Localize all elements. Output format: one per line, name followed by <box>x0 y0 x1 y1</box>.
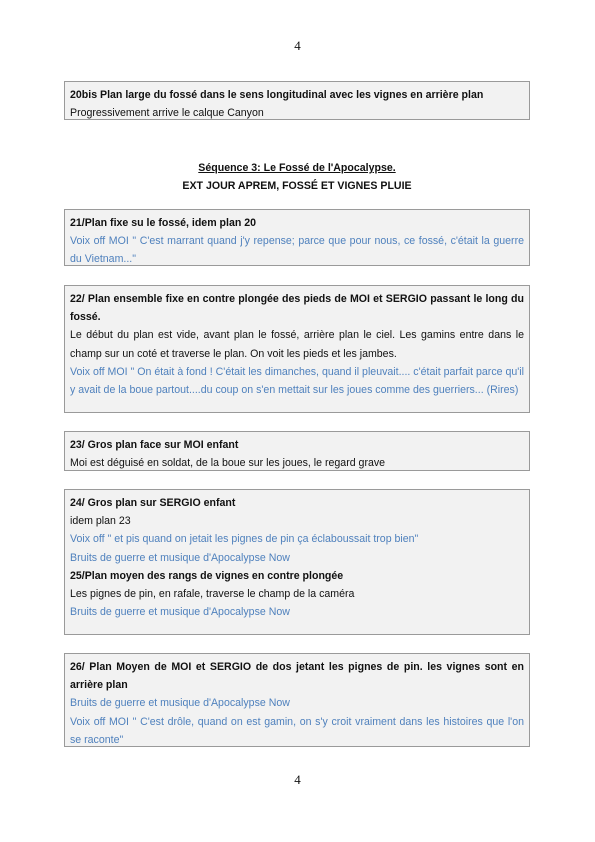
shot-block-26 <box>64 653 530 747</box>
shot-description: Le début du plan est vide, avant plan le fossé, arrière plan le ciel. Les gamins entre dans le champ sur un coté et traverse le plan. On voit les pieds et les jambes. <box>70 329 524 360</box>
shot-heading: 24/ Gros plan sur SERGIO enfant <box>70 497 236 509</box>
shot-heading: 26/ Plan Moyen de MOI et SERGIO de dos jetant les pignes de pin. les vignes sont en arrière plan <box>70 661 524 692</box>
shot-heading: 20bis Plan large du fossé dans le sens longitudinal avec les vignes en arrière plan <box>70 89 484 101</box>
voice-over-text: Voix off MOI " On était à fond ! C'était les dimanches, quand il pleuvait.... c'était parfait parce qu'il y avait de la boue partout....du coup on s'en mettait sur les joues comme des guerriers... (Rires) <box>70 365 524 397</box>
sequence-title: Séquence 3: Le Fossé de l'Apocalypse. <box>198 162 396 174</box>
shot-description: Progressivement arrive le calque Canyon <box>70 107 264 120</box>
shot-block-22 <box>64 285 530 413</box>
sound-note: Bruits de guerre et musique d'Apocalypse Now <box>70 697 290 710</box>
sequence-heading <box>64 159 530 195</box>
shot-block-24-25 <box>64 489 530 635</box>
sound-note: Bruits de guerre et musique d'Apocalypse Now <box>70 606 290 619</box>
page-number-bottom: 4 <box>294 772 301 787</box>
shot-heading: 23/ Gros plan face sur MOI enfant <box>70 439 239 451</box>
shot-block-20bis <box>64 81 530 120</box>
voice-over-text: Voix off MOI " C'est drôle, quand on est gamin, on s'y croit vraiment dans les histoires que l'on se raconte" <box>70 715 524 746</box>
shot-description: Moi est déguisé en soldat, de la boue sur les joues, le regard grave <box>70 457 386 470</box>
shot-heading: 21/Plan fixe su le fossé, idem plan 20 <box>70 217 257 229</box>
shot-heading: 25/Plan moyen des rangs de vignes en contre plongée <box>70 569 344 582</box>
sequence-subtitle: EXT JOUR APREM, FOSSÉ ET VIGNES PLUIE <box>182 180 412 192</box>
shot-description: idem plan 23 <box>70 515 131 528</box>
voice-over-text: Voix off MOI " C'est marrant quand j'y repense; parce que pour nous, ce fossé, c'était la guerre du Vietnam..." <box>70 235 524 266</box>
page-number-top: 4 <box>294 38 301 53</box>
shot-block-21 <box>64 209 530 266</box>
shot-description: Les pignes de pin, en rafale, traverse le champ de la caméra <box>70 588 355 601</box>
shot-heading: 22/ Plan ensemble fixe en contre plongée des pieds de MOI et SERGIO passant le long du fossé. <box>70 293 524 324</box>
sound-note: Bruits de guerre et musique d'Apocalypse Now <box>70 551 290 564</box>
shot-block-23 <box>64 431 530 471</box>
voice-over-text: Voix off " et pis quand on jetait les pignes de pin ça éclaboussait trop bien" <box>70 533 419 546</box>
